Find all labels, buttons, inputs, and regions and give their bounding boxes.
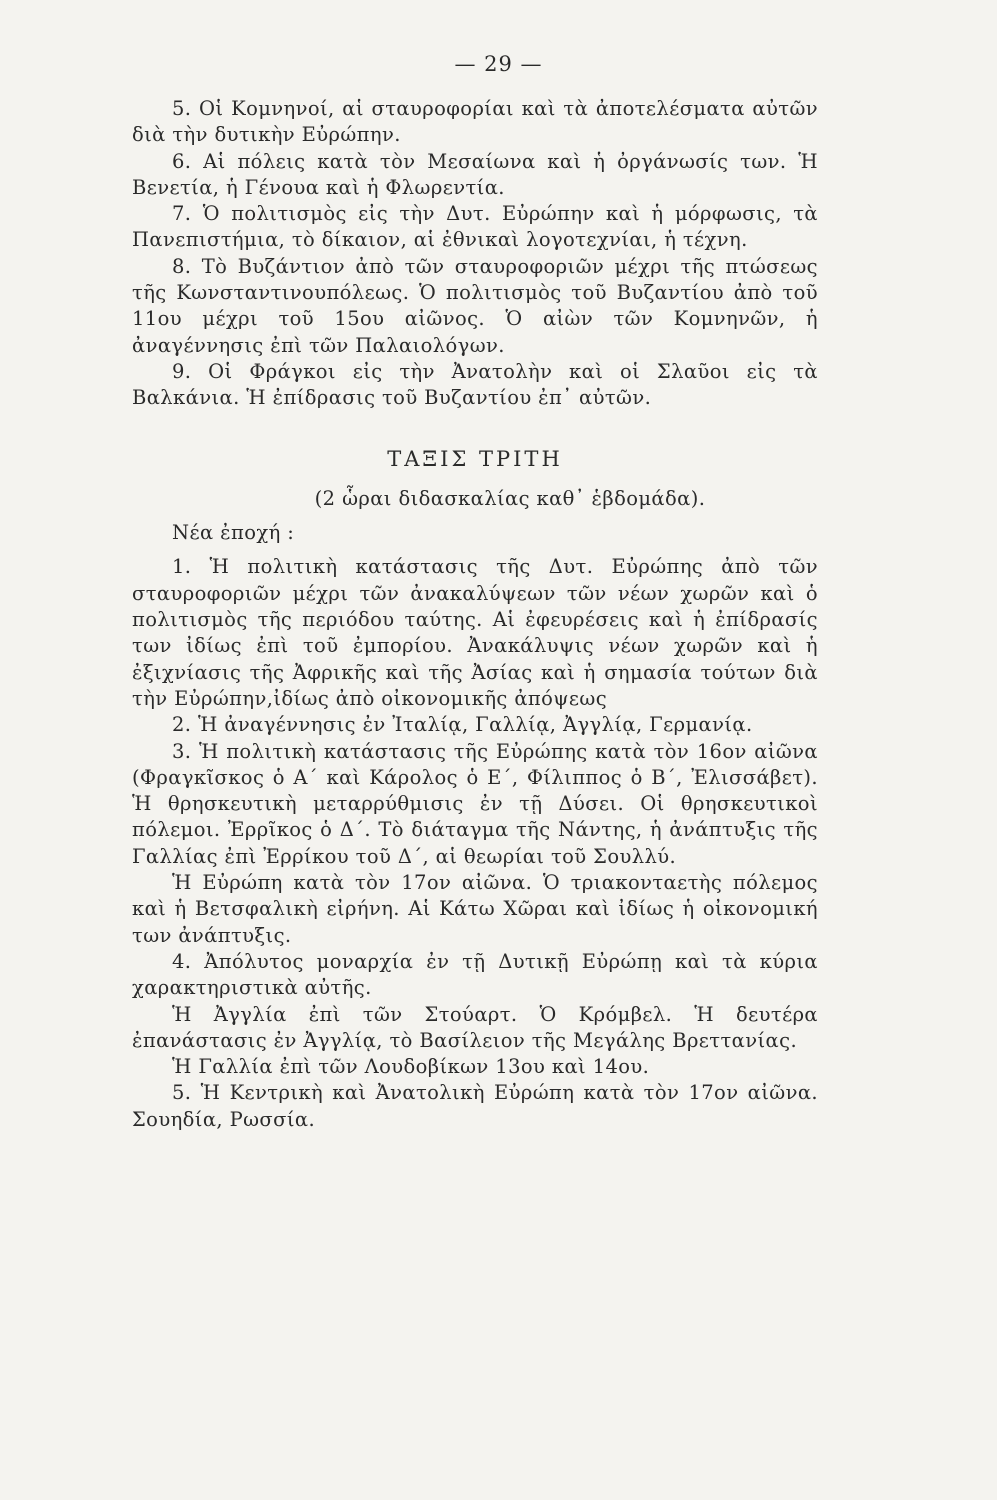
paragraph: Ἡ Ἀγγλία ἐπὶ τῶν Στούαρτ. Ὁ Κρόμβελ. Ἡ δευτέρα ἐπανάστασις ἐν Ἀγγλίᾳ, τὸ Βασίλειον τῆς Μεγάλης Βρεττανίας. <box>132 1002 818 1052</box>
paragraph: 3. Ἡ πολιτικὴ κατάστασις τῆς Εὐρώπης κατὰ τὸν 16ον αἰῶνα (Φραγκῖσκος ὁ Α΄ καὶ Κάρολος ὁ Ε΄, Φίλιππος ὁ Β΄, Ἐλισσάβετ). Ἡ θρησκευτικὴ μεταρρύθμισις ἐν τῇ Δύσει. Οἱ θρησκευτικοὶ πόλεμοι. Ἐρρῖκος ὁ Δ΄. Τὸ διάταγμα τῆς Νάντης, ἡ ἀνάπτυξις τῆς Γαλλίας ἐπὶ Ἐρρίκου τοῦ Δ΄, αἱ θεωρίαι τοῦ Σουλλύ. <box>132 739 818 868</box>
paragraph: 1. Ἡ πολιτικὴ κατάστασις τῆς Δυτ. Εὐρώπης ἀπὸ τῶν σταυροφοριῶν μέχρι τῶν ἀνακαλύψεων τῶν νέων χωρῶν καὶ ὁ πολιτισμὸς τῆς περιόδου ταύτης. Αἱ ἐφευρέσεις καὶ ἡ ἐπίδρασίς των ἰδίως ἐπὶ τοῦ ἐμπορίου. Ἀνακάλυψις νέων χωρῶν καὶ ἡ ἐξιχνίασις τῆς Ἀφρικῆς καὶ τῆς Ἀσίας καὶ ἡ σημασία τούτων διὰ τὴν Εὐρώπην,ἰδίως ἀπὸ οἰκονομικῆς ἀπόψεως <box>132 555 818 710</box>
paragraph: Ἡ Εὐρώπη κατὰ τὸν 17ον αἰῶνα. Ὁ τριακονταετὴς πόλεμος καὶ ἡ Βετσφαλικὴ εἰρήνη. Αἱ Κάτω Χῶραι καὶ ἰδίως ἡ οἰκονομική των ἀνάπτυξις. <box>132 871 818 947</box>
body-text <box>132 96 818 1133</box>
paragraph: 8. Τὸ Βυζάντιον ἀπὸ τῶν σταυροφοριῶν μέχρι τῆς πτώσεως τῆς Κωνσταντινουπόλεως. Ὁ πολιτισμὸς τοῦ Βυζαντίου ἀπὸ τοῦ 11ου μέχρι τοῦ 15ου αἰῶνος. Ὁ αἰὼν τῶν Κομνηνῶν, ἡ ἀναγέννησις ἐπὶ τῶν Παλαιολόγων. <box>132 254 818 357</box>
epoch-label: Νέα ἐποχή : <box>172 521 295 545</box>
paragraph: 5. Ἡ Κεντρικὴ καὶ Ἀνατολικὴ Εὐρώπη κατὰ τὸν 17ον αἰῶνα. Σουηδία, Ρωσσία. <box>132 1081 818 1131</box>
paragraph: 9. Οἱ Φράγκοι εἰς τὴν Ἀνατολὴν καὶ οἱ Σλαῦοι εἰς τὰ Βαλκάνια. Ἡ ἐπίδρασις τοῦ Βυζαντίου ἐπ᾽ αὐτῶν. <box>132 359 818 410</box>
page-number: — 29 — <box>454 52 543 76</box>
paragraph: 2. Ἡ ἀναγέννησις ἐν Ἰταλίᾳ, Γαλλίᾳ, Ἀγγλίᾳ, Γερμανίᾳ. <box>172 713 753 737</box>
paragraph: 7. Ὁ πολιτισμὸς εἰς τὴν Δυτ. Εὐρώπην καὶ ἡ μόρφωσις, τὰ Πανεπιστήμια, τὸ δίκαιον, αἱ ἐθνικαὶ λογοτεχνίαι, ἡ τέχνη. <box>132 202 818 252</box>
paragraph: Ἡ Γαλλία ἐπὶ τῶν Λουδοβίκων 13ου καὶ 14ου. <box>172 1055 650 1079</box>
paragraph: 4. Ἀπόλυτος μοναρχία ἐν τῇ Δυτικῇ Εὐρώπῃ καὶ τὰ κύρια χαρακτηριστικὰ αὐτῆς. <box>132 949 818 1000</box>
paragraph: 6. Αἱ πόλεις κατὰ τὸν Μεσαίωνα καὶ ἡ ὀργάνωσίς των. Ἡ Βενετία, ἡ Γένουα καὶ ἡ Φλωρεντία. <box>132 149 818 199</box>
section-heading: ΤΑΞΙΣ ΤΡΙΤΗ <box>387 446 563 471</box>
paragraph: 5. Οἱ Κομνηνοί, αἱ σταυροφορίαι καὶ τὰ ἀποτελέσματα αὐτῶν διὰ τὴν δυτικὴν Εὐρώπην. <box>132 97 818 147</box>
section-subheading: (2 ὧραι διδασκαλίας καθ᾽ ἑβδομάδα). <box>314 486 706 510</box>
